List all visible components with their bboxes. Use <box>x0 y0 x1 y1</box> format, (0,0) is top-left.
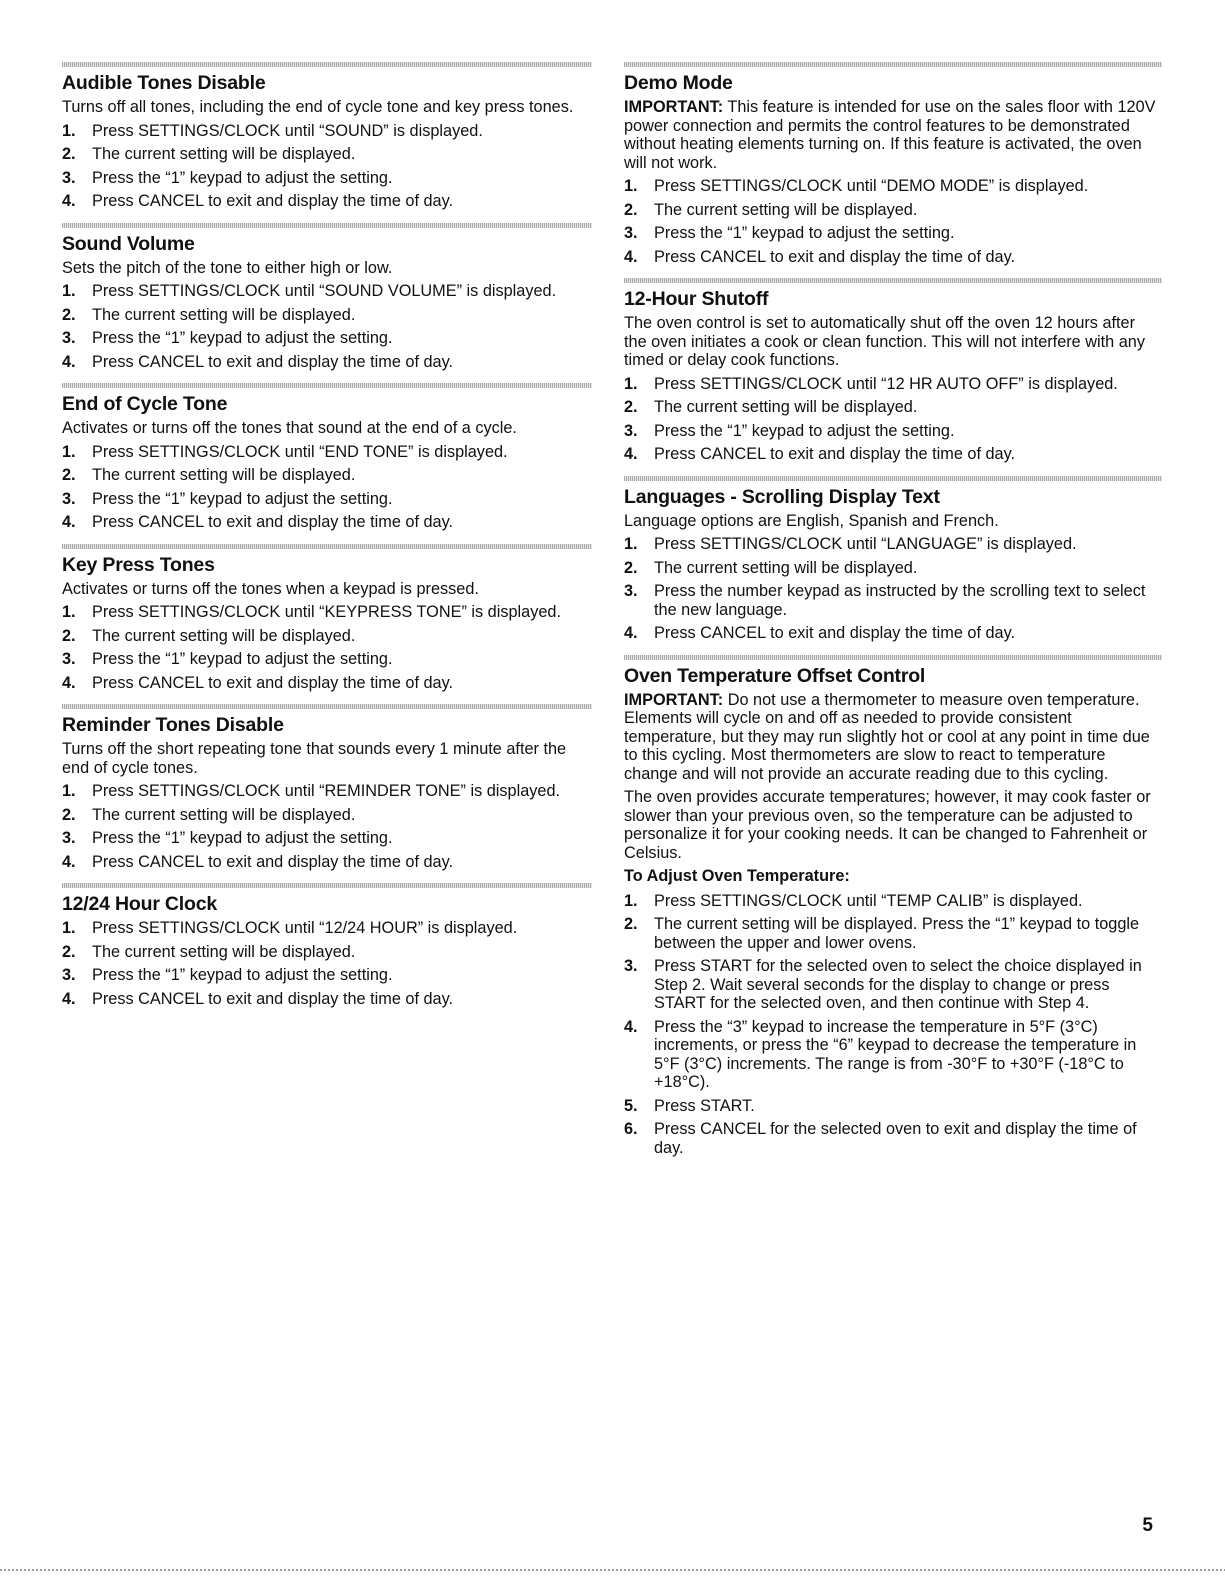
step-number: 1. <box>624 891 638 910</box>
steps-list <box>624 892 1162 1158</box>
section-intro: Turns off the short repeating tone that sounds every 1 minute after the end of cycle tones. <box>62 740 567 777</box>
step-number: 3. <box>624 582 638 600</box>
step-item <box>624 892 1162 911</box>
section-title: Oven Temperature Offset Control <box>624 664 926 687</box>
step-item <box>62 466 592 485</box>
step-number: 3. <box>624 421 638 440</box>
step-item <box>62 192 592 211</box>
steps-list <box>624 177 1162 266</box>
important-note <box>624 98 1162 172</box>
step-number: 3. <box>62 329 76 347</box>
step-item <box>62 990 592 1009</box>
steps-list <box>62 603 592 692</box>
steps-list <box>624 375 1162 464</box>
step-number: 4. <box>624 247 638 266</box>
section-12-24-hour-clock <box>62 883 592 1008</box>
section-intro: The oven control is set to automatically shut off the oven 12 hours after the oven initiates a cook or clean function. This will not interfere with any timed or delay cook functions. <box>624 314 1145 369</box>
step-item <box>62 674 592 693</box>
step-item <box>62 145 592 164</box>
step-text: The current setting will be displayed. Press the “1” keypad to toggle between the upper and lower ovens. <box>654 915 1140 952</box>
step-number: 1. <box>62 603 76 621</box>
step-text: Press SETTINGS/CLOCK until “LANGUAGE” is displayed. <box>654 535 1077 553</box>
step-text: Press SETTINGS/CLOCK until “12 HR AUTO OFF” is displayed. <box>654 374 1118 393</box>
section-intro: Sets the pitch of the tone to either high or low. <box>62 258 393 277</box>
step-item <box>624 624 1162 643</box>
section-title: End of Cycle Tone <box>62 393 228 415</box>
step-text: Press START for the selected oven to select the choice displayed in Step 2. Wait several seconds for the display to change or press START for the selected oven, and then continue with Step 4. <box>654 957 1142 1012</box>
step-item <box>624 1120 1162 1157</box>
step-text: The current setting will be displayed. <box>654 398 918 416</box>
step-text: Press the “1” keypad to adjust the setting. <box>92 650 393 668</box>
step-number: 3. <box>62 966 76 984</box>
step-number: 2. <box>624 200 638 219</box>
step-number: 1. <box>62 121 76 140</box>
section-title: Key Press Tones <box>62 553 215 576</box>
page-number: 5 <box>1142 1515 1153 1536</box>
section-demo-mode <box>624 62 1162 266</box>
important-label: IMPORTANT: <box>624 98 724 116</box>
step-number: 1. <box>624 177 638 195</box>
step-text: Press the “1” keypad to adjust the setting. <box>92 168 393 187</box>
step-text: Press CANCEL to exit and display the time of day. <box>654 247 1016 266</box>
step-number: 2. <box>62 145 76 163</box>
section-key-press-tones <box>62 544 592 693</box>
step-number: 4. <box>62 352 76 371</box>
step-text: Press CANCEL for the selected oven to exit and display the time of day. <box>654 1120 1137 1157</box>
step-number: 4. <box>62 513 76 531</box>
step-number: 2. <box>62 942 76 961</box>
steps-list <box>62 443 592 532</box>
step-item <box>624 535 1162 554</box>
step-item <box>62 490 592 509</box>
important-note <box>624 691 1162 784</box>
section-end-of-cycle-tone <box>62 383 592 532</box>
step-text: Press CANCEL to exit and display the time of day. <box>92 352 454 371</box>
step-item <box>624 398 1162 417</box>
step-text: Press the “1” keypad to adjust the setting. <box>92 966 393 984</box>
important-text: This feature is intended for use on the sales floor with 120V power connection and permits the control features to be demonstrated without heating elements turning on. If this feature is activated, the oven will not work. <box>624 98 1156 172</box>
step-number: 4. <box>62 673 76 692</box>
step-text: Press CANCEL to exit and display the time of day. <box>92 513 454 531</box>
section-intro: Activates or turns off the tones when a keypad is pressed. <box>62 579 479 598</box>
step-item <box>62 603 592 622</box>
step-number: 5. <box>624 1096 638 1115</box>
step-item <box>62 782 592 801</box>
step-item <box>624 957 1162 1013</box>
step-item <box>624 559 1162 578</box>
steps-list <box>62 919 592 1008</box>
step-text: Press SETTINGS/CLOCK until “KEYPRESS TONE” is displayed. <box>92 603 561 621</box>
step-item <box>62 282 592 301</box>
step-number: 4. <box>62 989 76 1008</box>
left-column <box>62 62 592 1020</box>
step-number: 3. <box>62 489 76 508</box>
step-text: Press SETTINGS/CLOCK until “REMINDER TONE” is displayed. <box>92 782 561 800</box>
steps-list <box>62 282 592 371</box>
section-reminder-tones-disable <box>62 704 592 871</box>
step-item <box>62 329 592 348</box>
step-number: 2. <box>624 915 638 933</box>
step-number: 2. <box>624 398 638 416</box>
steps-list <box>62 782 592 871</box>
section-audible-tones-disable <box>62 62 592 211</box>
step-number: 3. <box>624 224 638 242</box>
step-text: Press SETTINGS/CLOCK until “END TONE” is displayed. <box>92 442 508 461</box>
step-item <box>62 306 592 325</box>
step-number: 1. <box>624 374 638 393</box>
section-languages <box>624 476 1162 643</box>
step-number: 6. <box>624 1120 638 1138</box>
step-number: 4. <box>624 1017 638 1036</box>
step-number: 4. <box>624 624 638 642</box>
step-text: Press the “1” keypad to adjust the setting. <box>92 329 393 347</box>
section-oven-temperature-offset <box>624 655 1162 1158</box>
step-item <box>624 201 1162 220</box>
step-text: Press the “1” keypad to adjust the setting. <box>654 421 955 440</box>
important-label: IMPORTANT: <box>624 690 724 709</box>
step-item <box>624 915 1162 952</box>
step-item <box>62 966 592 985</box>
step-number: 1. <box>624 535 638 553</box>
step-item <box>624 1097 1162 1116</box>
step-text: The current setting will be displayed. <box>92 305 356 324</box>
section-paragraph: The oven provides accurate temperatures; however, it may cook faster or slower than your previous oven, so the temperature can be adjusted to personalize it for your cooking needs. It can be changed to Fahrenheit or Celsius. <box>624 788 1151 862</box>
step-text: Press CANCEL to exit and display the time of day. <box>654 624 1016 642</box>
step-text: Press SETTINGS/CLOCK until “DEMO MODE” is displayed. <box>654 177 1089 195</box>
section-intro: Activates or turns off the tones that sound at the end of a cycle. <box>62 419 517 437</box>
step-number: 2. <box>62 805 76 824</box>
step-text: Press the “1” keypad to adjust the setting. <box>654 224 955 242</box>
step-item <box>62 943 592 962</box>
step-text: Press CANCEL to exit and display the time of day. <box>92 989 454 1008</box>
step-item <box>62 122 592 141</box>
step-item <box>624 375 1162 394</box>
steps-list <box>62 122 592 211</box>
step-text: The current setting will be displayed. <box>654 558 918 577</box>
step-text: Press CANCEL to exit and display the time of day. <box>654 445 1016 463</box>
step-number: 3. <box>624 957 638 975</box>
step-text: The current setting will be displayed. <box>92 942 356 961</box>
step-item <box>62 627 592 646</box>
step-text: Press CANCEL to exit and display the time of day. <box>92 192 454 210</box>
step-item <box>62 169 592 188</box>
step-text: The current setting will be displayed. <box>92 466 356 484</box>
step-number: 3. <box>62 650 76 668</box>
step-item <box>62 806 592 825</box>
step-text: Press the “1” keypad to adjust the setting. <box>92 829 393 847</box>
step-text: Press the “1” keypad to adjust the setting. <box>92 489 393 508</box>
step-text: Press SETTINGS/CLOCK until “SOUND” is displayed. <box>92 121 483 140</box>
step-number: 2. <box>62 305 76 324</box>
section-intro: Language options are English, Spanish and French. <box>624 511 999 530</box>
step-number: 3. <box>62 168 76 187</box>
step-text: The current setting will be displayed. <box>92 145 356 163</box>
section-title: Languages - Scrolling Display Text <box>624 485 940 508</box>
step-text: The current setting will be displayed. <box>92 805 356 824</box>
step-text: Press SETTINGS/CLOCK until “TEMP CALIB” is displayed. <box>654 891 1083 910</box>
section-sound-volume <box>62 223 592 372</box>
step-item <box>62 650 592 669</box>
step-number: 4. <box>62 852 76 871</box>
section-intro: Turns off all tones, including the end of cycle tone and key press tones. <box>62 98 574 116</box>
step-item <box>62 353 592 372</box>
step-number: 4. <box>624 445 638 463</box>
step-number: 2. <box>62 466 76 484</box>
step-item <box>62 829 592 848</box>
step-number: 4. <box>62 192 76 210</box>
step-item <box>624 177 1162 196</box>
step-number: 3. <box>62 829 76 847</box>
step-text: Press SETTINGS/CLOCK until “12/24 HOUR” is displayed. <box>92 919 518 937</box>
step-item <box>62 853 592 872</box>
step-number: 2. <box>624 558 638 577</box>
step-number: 1. <box>62 442 76 461</box>
section-title: 12/24 Hour Clock <box>62 893 218 915</box>
section-title: Demo Mode <box>624 72 733 94</box>
step-item <box>624 445 1162 464</box>
step-item <box>624 248 1162 267</box>
step-text: The current setting will be displayed. <box>92 626 356 645</box>
step-text: Press CANCEL to exit and display the time of day. <box>92 673 454 692</box>
section-title: 12-Hour Shutoff <box>624 288 769 310</box>
step-text: Press the number keypad as instructed by the scrolling text to select the new language. <box>654 582 1146 619</box>
important-text: Do not use a thermometer to measure oven temperature. Elements will cycle on and off as needed to provide consistent temperature, but they may run slightly hot or cool at any point in time due to this cycling. Most thermometers are slow to react to temperature change and will not provide an accurate reading due to this cycling. <box>624 690 1150 783</box>
step-text: Press the “3” keypad to increase the temperature in 5°F (3°C) increments, or press the “6” keypad to decrease the temperature in 5°F (3°C) increments. The range is from -30°F to +30°F (-18°C to +18°C). <box>654 1017 1137 1091</box>
section-title: Audible Tones Disable <box>62 72 266 94</box>
step-item <box>624 224 1162 243</box>
section-12-hour-shutoff <box>624 278 1162 464</box>
step-number: 1. <box>62 282 76 300</box>
step-text: Press START. <box>654 1096 755 1115</box>
step-item <box>62 443 592 462</box>
step-text: Press CANCEL to exit and display the time of day. <box>92 852 454 871</box>
steps-list <box>624 535 1162 643</box>
section-title: Reminder Tones Disable <box>62 714 284 736</box>
bottom-rule <box>0 1569 1225 1571</box>
step-text: The current setting will be displayed. <box>654 200 918 219</box>
subheading: To Adjust Oven Temperature: <box>624 867 850 885</box>
step-text: Press SETTINGS/CLOCK until “SOUND VOLUME” is displayed. <box>92 282 557 300</box>
section-title: Sound Volume <box>62 232 195 255</box>
step-number: 1. <box>62 782 76 800</box>
step-item <box>624 1018 1162 1092</box>
step-number: 1. <box>62 919 76 937</box>
step-item <box>624 422 1162 441</box>
step-number: 2. <box>62 626 76 645</box>
step-item <box>624 582 1162 619</box>
step-item <box>62 513 592 532</box>
right-column <box>624 62 1162 1169</box>
step-item <box>62 919 592 938</box>
